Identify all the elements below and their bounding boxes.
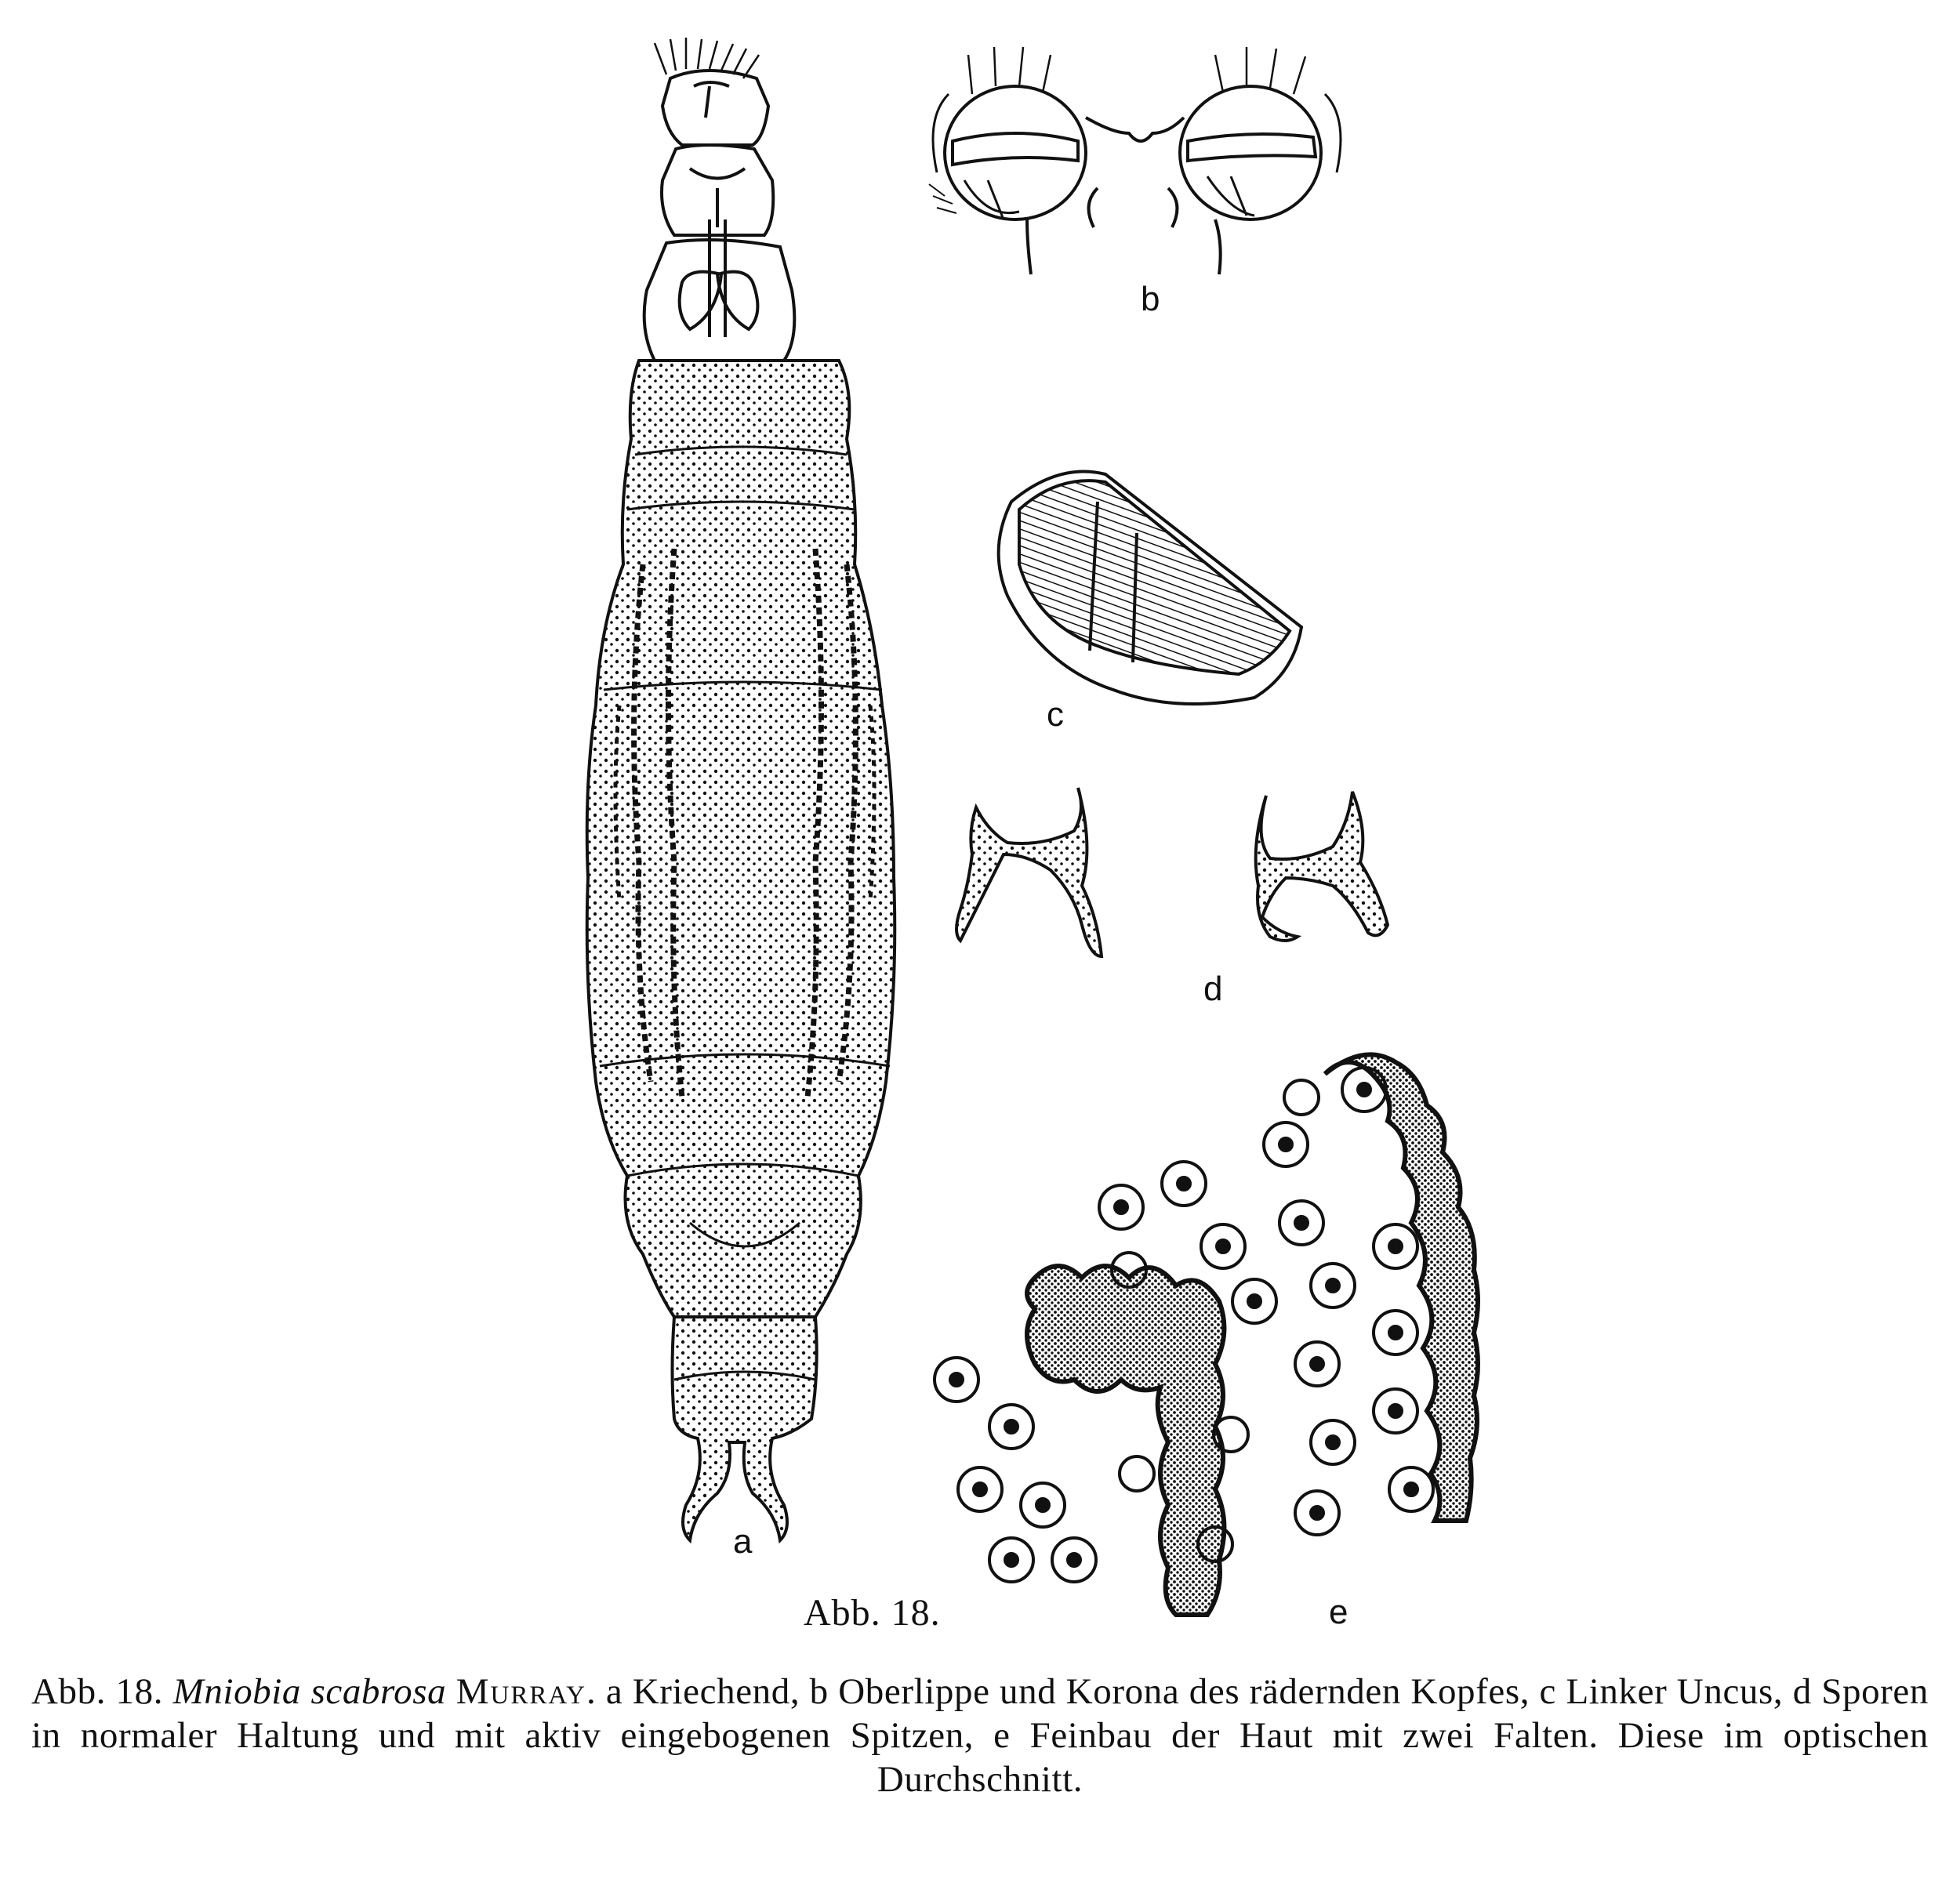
panel-label-e: e — [1329, 1593, 1348, 1631]
caption-text: . a Kriechend, b Oberlippe und Korona des rädernden Kopfes, c Linker Uncus, d Sporen in normaler Haltung und mit aktiv eingebogenen Spitzen, e Feinbau der Haut mit zwei Falten. Diese im optischen Durchschnitt. — [31, 1671, 1929, 1800]
panel-label-b: b — [1141, 280, 1160, 318]
panel-label-d: d — [1203, 970, 1223, 1008]
mastax — [644, 240, 795, 361]
figure-caption — [31, 1670, 1929, 1801]
figure-number: Abb. 18. — [804, 1592, 941, 1634]
caption-species: Mniobia scabrosa — [172, 1671, 447, 1712]
panel-label-c: c — [1047, 695, 1064, 734]
caption-author: Murray — [456, 1671, 587, 1712]
panel-b-drawing — [929, 47, 1341, 274]
cilia-tuft — [655, 38, 759, 78]
panel-d-drawing — [956, 788, 1388, 956]
caption-prefix: Abb. 18. — [31, 1671, 164, 1712]
skin-fold — [1027, 1266, 1224, 1615]
foot — [673, 1317, 817, 1540]
panel-a-drawing — [587, 38, 895, 1540]
panel-label-a: a — [733, 1522, 753, 1561]
panel-e-drawing — [935, 1054, 1478, 1615]
panel-c-drawing — [999, 472, 1301, 704]
skin-fold — [1325, 1054, 1478, 1521]
